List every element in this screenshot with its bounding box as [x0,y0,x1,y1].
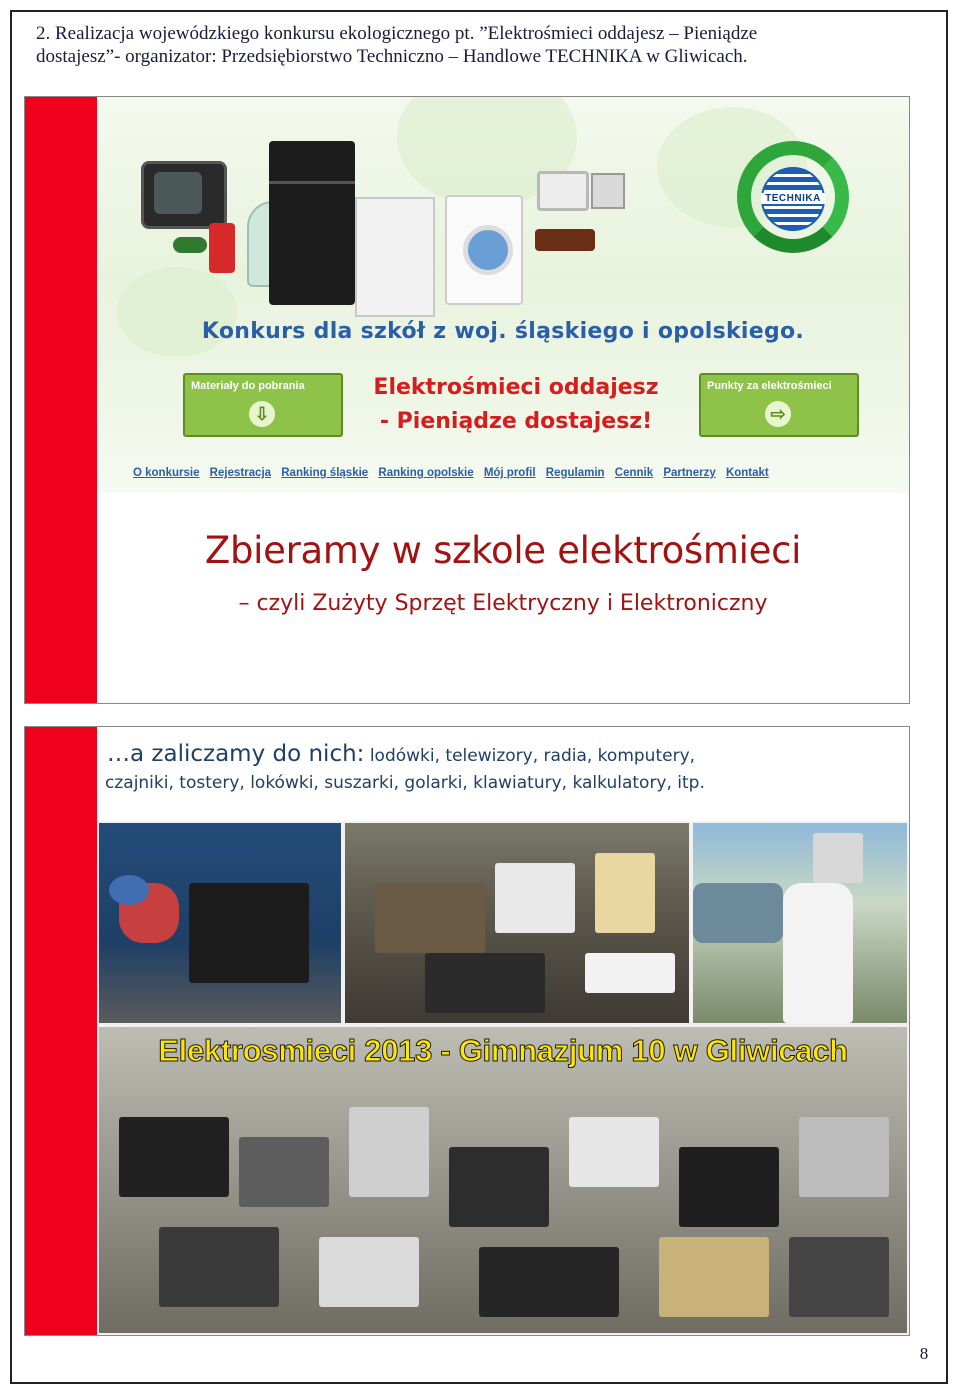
junk-item [789,1237,889,1317]
monitor-image [591,173,625,209]
items-line-1: lodówki, telewizory, radia, komputery, [369,746,696,766]
car-shape [693,883,783,943]
junk-item [495,863,575,933]
junk-item [479,1247,619,1317]
nav-link-profile[interactable]: Mój profil [483,467,536,479]
phone-image [173,237,207,253]
points-button[interactable] [699,373,859,437]
points-label: Punkty za elektrośmieci [707,380,832,392]
photo-electronics-pile [343,821,691,1025]
website-nav [133,467,893,479]
junk-item [375,883,485,953]
slide-subtitle: – czyli Zużyty Sprzęt Elektryczny i Elektroniczny [238,591,768,616]
junk-item [799,1117,889,1197]
nav-link-prices[interactable]: Cennik [614,467,654,479]
arrow-right-icon: ⇨ [765,401,791,427]
items-lead: …a zaliczamy do nich: [107,741,365,767]
photo-caption: Elektrosmieci 2013 - Gimnazjum 10 w Gliwicach [158,1033,848,1068]
nav-link-about[interactable]: O konkursie [133,467,200,479]
slogan-line-2: - Pieniądze dostajesz! [379,409,653,434]
slide-collection-intro [24,96,910,704]
download-materials-label: Materiały do pobrania [191,380,305,392]
junk-item [659,1237,769,1317]
junk-item [425,953,545,1013]
contest-website-screenshot [97,97,909,493]
photo-student-with-monitor [691,821,909,1025]
download-materials-button[interactable] [183,373,343,437]
slide-waste-types [24,726,910,1336]
white-fridge-image [355,197,435,317]
nav-link-ranking-silesia[interactable]: Ranking śląskie [281,467,369,479]
contest-slogan [351,371,681,439]
junk-item [159,1227,279,1307]
junk-item [319,1237,419,1307]
slide-accent-bar [25,727,97,1335]
student-shape [783,883,853,1023]
items-line-2: czajniki, tostery, lokówki, suszarki, golarki, klawiatury, kalkulatory, itp. [105,773,705,793]
tv-shape [189,883,309,983]
photo-student-carrying-tv [97,821,343,1025]
photo-collected-electronics [97,1025,909,1335]
heading-line-2: dostajesz”- organizator: Przedsiębiorstwo Techniczno – Handlowe TECHNIKA w Gliwicach. [36,46,748,67]
slogan-line-1: Elektrośmieci oddajesz [373,375,659,400]
old-tv-image [141,161,227,229]
washing-machine-image [445,195,523,305]
collection-photo-collage [97,821,909,1335]
cap-shape [109,875,149,905]
junk-item [569,1117,659,1187]
nav-link-ranking-opole[interactable]: Ranking opolskie [378,467,474,479]
fridge-image [269,141,355,305]
slide-accent-bar [25,97,97,703]
junk-item [119,1117,229,1197]
arrow-down-icon: ⇩ [249,401,275,427]
waste-items-text [107,741,907,797]
heading-line-1: 2. Realizacja wojewódzkiego konkursu ekologicznego pt. ”Elektrośmieci oddajesz – Pieniądze [36,23,758,44]
junk-item [595,853,655,933]
radio-image [535,229,595,251]
nav-link-partners[interactable]: Partnerzy [663,467,716,479]
nav-link-rules[interactable]: Regulamin [545,467,605,479]
logo-text: TECHNIKA [761,193,825,204]
red-appliance-image [209,223,235,273]
contest-title: Konkurs dla szkół z woj. śląskiego i opolskiego. [201,319,805,344]
small-tv-image [537,171,589,211]
junk-item [585,953,675,993]
page-number: 8 [919,1344,929,1363]
junk-item [679,1147,779,1227]
nav-link-registration[interactable]: Rejestracja [209,467,272,479]
junk-item [239,1137,329,1207]
junk-item [349,1107,429,1197]
nav-link-contact[interactable]: Kontakt [725,467,769,479]
junk-item [449,1147,549,1227]
monitor-shape [813,833,863,883]
slide-title: Zbieramy w szkole elektrośmieci [204,529,802,572]
section-heading [36,22,938,68]
